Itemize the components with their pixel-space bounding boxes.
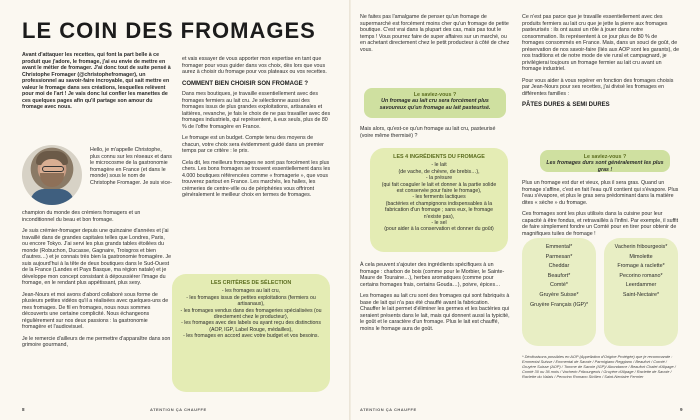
ingredients-box: [370, 148, 508, 252]
right-col2-paragraph-3: Plus un fromage est dur et vieux, plus il sera gras. Quand un fromage s'affine, c'est en fait l'eau qu'il contient qui s'évapore. Plus l'eau s'évapore, et plus le gras sera prédominant dans la matière dites « sèche » du fromage.: [522, 180, 679, 206]
cheese-item: Cheddar: [548, 263, 570, 270]
tip-title: Le saviez-vous ?: [413, 92, 457, 98]
tip-box-1: [364, 88, 506, 118]
bio-column: [22, 210, 172, 354]
cheese-item: Parmesan*: [545, 253, 573, 260]
cheese-item: Emmental*: [545, 244, 573, 250]
cheese-item: Comté*: [550, 282, 568, 289]
cheese-item: Mimolette: [629, 253, 653, 260]
criteria-item: - les fromages issus de petites exploitations (fermiers ou artisanaux),: [186, 294, 316, 308]
ingredient-line: - les ferments lactiques: [412, 194, 466, 201]
tip-text: Les fromages durs sont généralement les plus gras !: [546, 160, 664, 173]
section-heading: COMMENT BIEN CHOISIR SON FROMAGE ?: [182, 80, 308, 87]
right-column-1b: [360, 262, 510, 337]
cheese-item: Pecorino romano*: [619, 272, 663, 279]
criteria-item: - les fromages au lait cru,: [221, 288, 281, 295]
right-col2-paragraph-4: Ces fromages sont les plus utilisés dans la cuisine pour leur capacité à être fondus, et retravaillés à l'infini. Par exemple, il suffit de faire simplement fondre un Comté pour en tirer pour obtenir de magnifiques tuiles de fromage !: [522, 211, 679, 237]
pates-heading: PÂTES DURES & SEMI DURES: [522, 102, 610, 108]
col2-paragraph-3: Le fromage est un budget. Compte tenu des moyens de chacun, votre choix sera évidemment guidé dans un premier temps par ce critère : le prix.: [182, 135, 324, 154]
footer-label: ATENTION ÇA CHAUFFE: [150, 407, 207, 412]
criteria-item: - les fromages avec des labels ou ayant reçu des distinctions (AOP, IGP, Label Rouge, médailles),: [181, 320, 321, 333]
bio-paragraph-2: Je suis crémier-fromager depuis une quinzaine d'années et j'ai travaillé dans de grandes capitales telles que Londres, Paris, ou encore Tokyo. J'ai servi les plus grands tables étoilées du monde (Robuchon, Ducasse, Gagnaire, Troisgros et bien d'autres…) et je connais très bien la gastronomie fromagère. Je suis aujourd'hui à la tête de deux boutiques dans le Sud-Ouest de la France (Landes et Pays Basque, ma région natale) et je développe mon concept consistant à dépoussiérer l'image du fromage, en le rendant plus appétissant, plus sexy.: [22, 228, 172, 286]
cheese-item: Leerdammer: [625, 282, 657, 289]
left-column-2: [182, 56, 332, 204]
bio-paragraph-4: Je le remercie d'ailleurs de me permettre d'apparaître dans son grimoire gourmand,: [22, 335, 171, 348]
col2-paragraph-2: Dans mes boutiques, je travaille essentiellement avec des fromages fermiers au lait cru. Je sélectionne aussi des fromages issus de plus grandes exploitations, artisanales et laitières, revanche, je fais le choix de ne pas travailler avec des fromages industriels, qui représentent, à eux seuls, plus de 80 % de l'offre fromagère en France.: [182, 91, 331, 130]
footer-label: ATENTION ÇA CHAUFFE: [360, 407, 417, 412]
ingredients-list: [378, 162, 500, 232]
page-title: LE COIN DES FROMAGES: [22, 18, 316, 43]
tip-title: Le saviez-vous ?: [583, 154, 627, 160]
cheese-item: Beaufort*: [547, 272, 571, 279]
ingredient-line: (pour aider à la conservation et donner du goût): [384, 226, 494, 233]
footnote: * Déclinaisons possibles en AOP (Appellation d'Origine Protégée) que je recommande : Emmental Suisse / Emmental de Savoie / Parmigiano Reggiano / Beaufort / Comté / Gruyère Suisse (AOP) / Tomme de Savoie (IGP)/ Abondance / Beaufort Chalet d'Alpage / Comté 30 ou 36 mois / Vacherin Fribourgeois / Gruyère d'Alpage / Raclette de Savoie / Raclette du Valais / Pecorino Romano Sicilien / Saint-Nectaire Fermier: [522, 354, 676, 379]
author-portrait: [22, 145, 82, 205]
right-paragraph-3: À cela peuvent s'ajouter des ingrédients spécifiques à un fromage : charbon de bois (comme pour le Morbier, le Sainte-Maure de Touraine…), herbes aromatiques (comme pour certains fromages frais, certains Gouda…), poivre, épices…: [360, 262, 505, 288]
col2-paragraph-4: Cela dit, les meilleurs fromages ne sont pas forcément les plus chers. Les bons fromages se trouvent essentiellement dans les 4.000 boutiques référencées comme « fromagerie », que vous trouverez partout en France. Les marchés, les halles, les crémeries de centre-ville ou de périphéries vous offriront généralement le meilleur choix en termes de fromages.: [182, 159, 331, 198]
bio-paragraph-1: Hello, je m'appelle Christophe, plus connu sur les réseaux et dans le microcosme de la gastronomie fromagère en France (et dans le monde) sous le nom de Christophe Fromager. Je suis vice-: [90, 147, 172, 186]
right-paragraph-2: Mais alors, qu'est-ce qu'un fromage au lait cru, pasteurisé (voire même thermisé) ?: [360, 126, 496, 139]
criteria-list: [180, 288, 322, 339]
right-page: [350, 0, 700, 420]
left-column-1: [22, 52, 172, 116]
cheese-item: Fromage à raclette*: [617, 263, 665, 270]
cheese-item: Gruyère Suisse*: [539, 291, 579, 298]
criteria-item: - les fromages vendus dans des fromageries spécialisées (ou directement chez le producteur),: [180, 307, 322, 321]
ingredient-line: (de vache, de chèvre, de brebis…),: [398, 168, 480, 175]
cheese-item: Saint-Nectaire*: [622, 291, 660, 298]
ingredients-title: LES 4 INGRÉDIENTS DU FROMAGE: [393, 154, 485, 160]
right-column-2b: [522, 180, 680, 242]
ingredient-line: - le sel: [431, 220, 447, 227]
intro-paragraph: Avant d'attaquer les recettes, qui font la part belle à ce produit que j'adore, le fromage, j'ai eu envie de mettre en avant le métier de fromager. J'ai donc tout de suite pensé à Christophe Fromager (@christophefromager), un professionnel au savoir-faire incroyable, qui sait mettre en valeur le fromage dans ses créations, lesquelles relèvent pour moi de l'art ! Je vais donc lui confier les manettes de ces quelques pages afin qu'il partage son amour du fromage avec nous.: [22, 52, 171, 110]
cheese-list-left: [522, 238, 596, 346]
tip-box-2: [540, 150, 670, 172]
bio-beside-portrait: [90, 147, 172, 191]
cheese-item: Gruyère Français (IGP)*: [529, 301, 589, 308]
tip-text: Un fromage au lait cru sera forcément plus savoureux qu'un fromage au lait pasteurisé.: [379, 98, 491, 111]
ingredient-line: - la présure: [425, 175, 453, 182]
ingredient-line: (bactéries et champignons indispensables à la fabrication d'un fromage ; sans eux, le fromage n'existe pas),: [385, 200, 493, 220]
ingredient-line: (qui fait coaguler le lait et donner à la partie solide est conservée pour faire le fromage),: [381, 181, 497, 195]
page-number: 9: [680, 407, 683, 412]
bio-paragraph-1b: champion du monde des crémiers fromagers et un inconditionnel du beau et bon fromage.: [22, 210, 141, 223]
right-paragraph-4: Les fromages au lait cru sont des fromages qui sont fabriqués à base de lait qui n'a pas été chauffé avant la fabrication. Chauffer le lait permet d'éliminer les germes et les bactéries qui seraient présents dans le lait, mais qui donnent aussi la typicité, le goût et le caractère d'un fromage. Plus le lait est chauffé, moins le fromage aura de goût.: [360, 293, 510, 332]
right-col2-paragraph-2: Pour vous aider à vous repérer en fonction des fromages choisis par Jean-Nours pour ses recettes, j'ai divisé les fromages en différentes familles :: [522, 77, 674, 97]
bio-paragraph-3: Jean-Nours et moi avons d'abord collaboré sous forme de plusieurs petites vidéos qu'il a réalisées avec quelques-uns de mes fromages. De fil en fromages, nous nous sommes découverts une certaine complicité. Nous échangeons régulièrement sur nos deux passions : la gastronomie fromagère et l'audiovisuel.: [22, 291, 169, 330]
right-question: [360, 126, 510, 144]
ingredient-line: - le lait: [431, 162, 447, 169]
col2-paragraph-1: et vais essayer de vous apporter mon expertise en tant que fromager pour vous guider dans vos choix, dès lors que vous aurez à choisir du fromage pour vos plateaux ou vos recettes.: [182, 56, 327, 75]
right-col2-paragraph-1: Ce n'est pas parce que je travaille essentiellement avec des produits fermiers au lait cru que je jette la pierre aux fromages pasteurisés : ils ont aussi un rôle à jouer dans notre consommation. Ils représentent à ce jour plus de 80 % de fromages consommés en France. Mais, dans un souci de goût, de préservation de nos savoir-faire (liés aux AOP sont les garants), de nos traditions et de notre mode de vie rural et campagnard, je privilégierai toujours un fromage fermier au lait cru avant un fromage industriel.: [522, 14, 680, 72]
cheese-item: Vacherin fribourgeois*: [614, 244, 668, 250]
criteria-box: [172, 274, 330, 392]
criteria-item: - les fromages en accord avec votre budget et vos besoins.: [183, 333, 319, 340]
criteria-title: LES CRITÈRES DE SÉLECTION: [210, 280, 292, 286]
right-column-1: [360, 14, 510, 58]
right-paragraph-1: Ne faites pas l'amalgame de penser qu'un fromage de supermarché est forcément moins cher qu'un fromage de petite boutique. C'est vrai dans la plupart des cas, mais pas tout le temps ! Vous pourrez faire de super affaires sur un marché, ou en achetant directement chez le petit producteur à côté de chez vous.: [360, 14, 510, 53]
cheese-list-right: [604, 238, 678, 346]
page-number: 8: [22, 407, 25, 412]
right-column-2: [522, 14, 680, 113]
